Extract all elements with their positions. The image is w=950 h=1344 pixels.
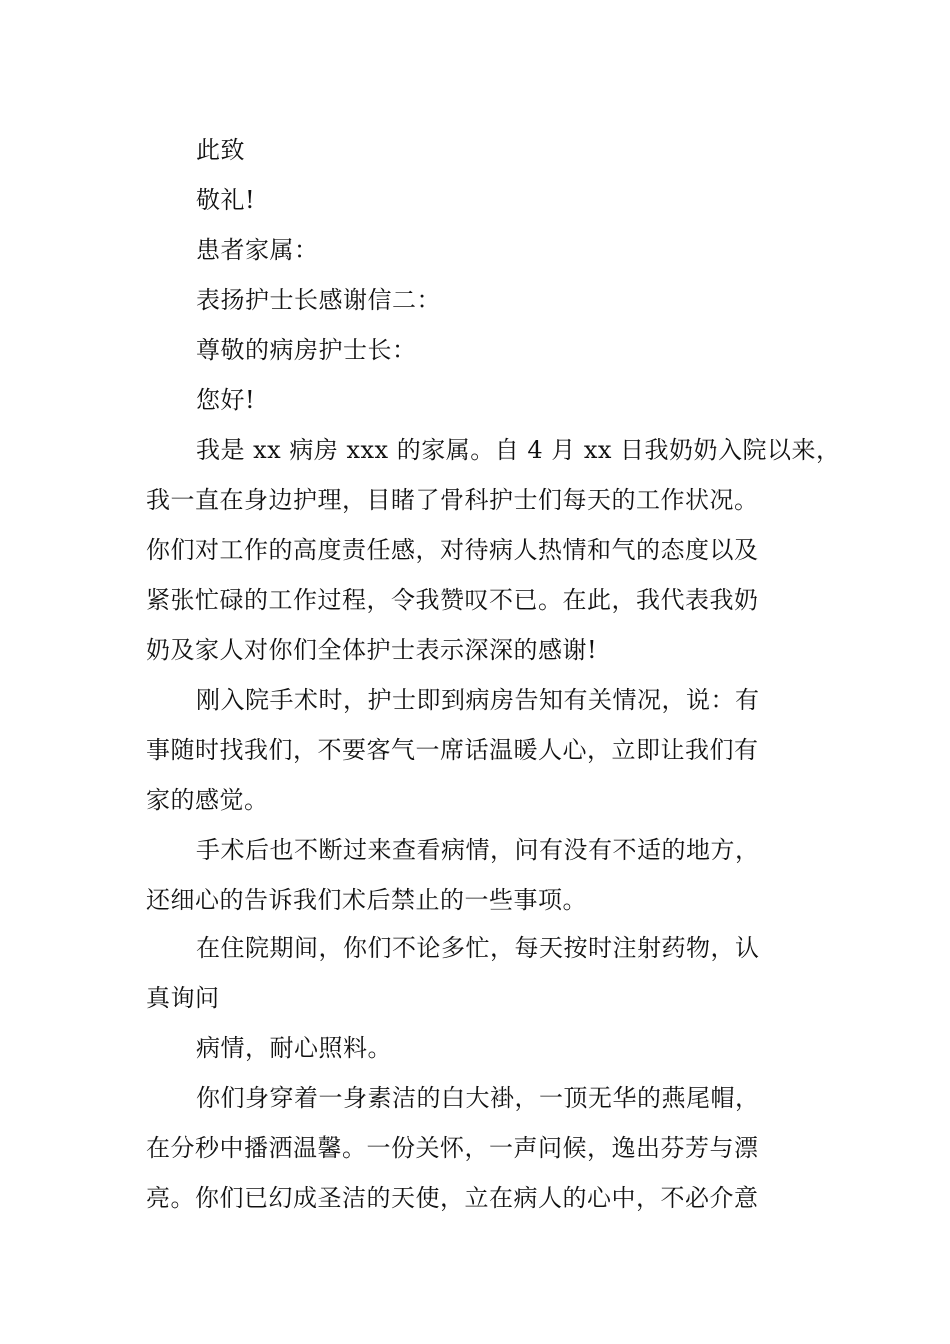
signature-line: 患者家属： (196, 236, 319, 264)
body-line: 紧张忙碌的工作过程，令我赞叹不已。在此，我代表我奶 (146, 586, 759, 614)
body-line: 我一直在身边护理，目睹了骨科护士们每天的工作状况。 (146, 486, 759, 514)
letter-title: 表扬护士长感谢信二： (196, 286, 441, 314)
body-line: 在分秒中播洒温馨。一份关怀，一声问候，逸出芬芳与漂 (146, 1134, 759, 1162)
body-line: 事随时找我们，不要客气一席话温暖人心，立即让我们有 (146, 736, 759, 764)
body-line: 手术后也不断过来查看病情，问有没有不适的地方， (196, 836, 760, 864)
body-line: 刚入院手术时，护士即到病房告知有关情况，说：有 (196, 686, 760, 714)
body-line: 你们身穿着一身素洁的白大褂，一顶无华的燕尾帽， (196, 1084, 760, 1112)
greeting-line: 尊敬的病房护士长： (196, 336, 417, 364)
body-line: 奶及家人对你们全体护士表示深深的感谢! (146, 636, 598, 664)
body-line: 家的感觉。 (146, 786, 269, 814)
body-line: 我是 xx 病房 xxx 的家属。自 4 月 xx 日我奶奶入院以来， (196, 436, 841, 464)
closing-line: 此致 (196, 136, 245, 164)
body-line: 亮。你们已幻成圣洁的天使，立在病人的心中，不必介意 (146, 1184, 759, 1212)
body-line: 真询问 (146, 984, 220, 1012)
salutation-line: 敬礼! (196, 186, 256, 214)
body-line: 在住院期间，你们不论多忙，每天按时注射药物，认 (196, 934, 760, 962)
greeting-line: 您好! (196, 386, 256, 414)
body-line: 还细心的告诉我们术后禁止的一些事项。 (146, 886, 587, 914)
body-line: 病情，耐心照料。 (196, 1034, 392, 1062)
body-line: 你们对工作的高度责任感，对待病人热情和气的态度以及 (146, 536, 759, 564)
